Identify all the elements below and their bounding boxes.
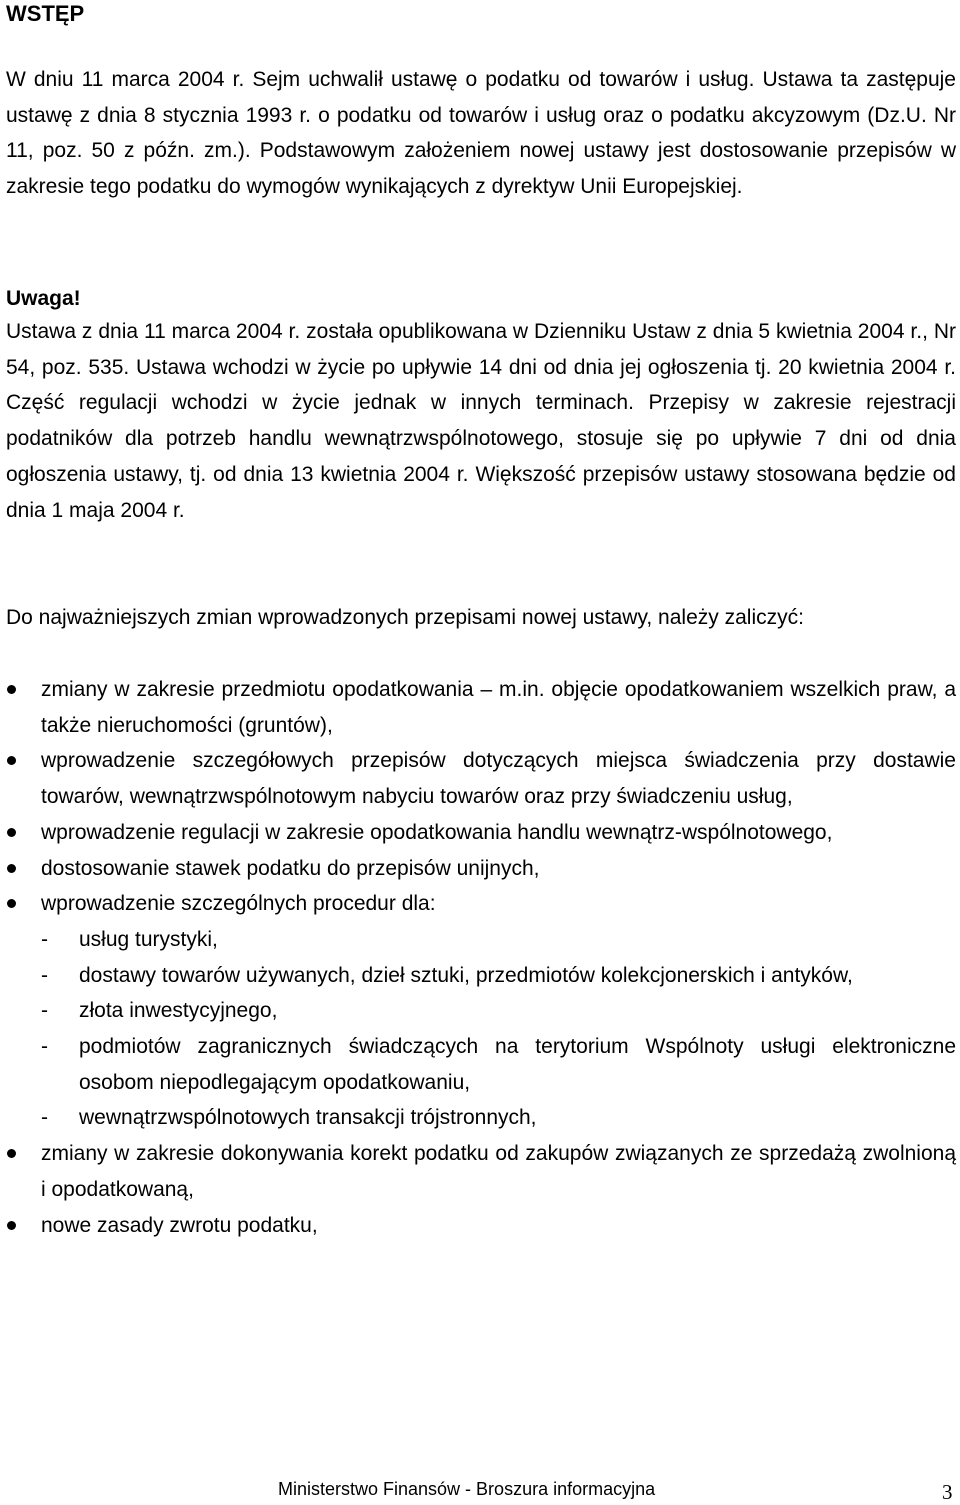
- page-number: 3: [942, 1480, 953, 1504]
- dash-marker: -: [41, 927, 48, 951]
- note-title: Uwaga!: [6, 287, 81, 310]
- list-item: [6, 815, 956, 851]
- sublist-item-text: wewnątrzwspólnotowych transakcji trójstronnych,: [79, 1106, 537, 1130]
- list-item-text: zmiany w zakresie dokonywania korekt podatku od zakupów związanych ze sprzedażą zwolnioną i opodatkowaną,: [41, 1142, 956, 1201]
- sublist-item: [41, 993, 956, 1029]
- changes-intro-paragraph: Do najważniejszych zmian wprowadzonych przepisami nowej ustawy, należy zaliczyć:: [6, 606, 804, 629]
- sublist-item-text: usług turystyki,: [79, 927, 218, 951]
- dash-marker: -: [41, 1035, 48, 1059]
- list-item: [6, 1136, 956, 1207]
- intro-paragraph: W dniu 11 marca 2004 r. Sejm uchwalił ustawę o podatku od towarów i usług. Ustawa ta zastępuje ustawę z dnia 8 stycznia 1993 r. o podatku od towarów i usług oraz o podatku akcyzowym (Dz.U. Nr 11, poz. 50 z późn. zm.). Podstawowym założeniem nowej ustawy jest dostosowanie przepisów w zakresie tego podatku do wymogów wynikających z dyrektyw Unii Europejskiej.: [6, 68, 956, 199]
- sublist-item-text: złota inwestycyjnego,: [79, 999, 278, 1023]
- section-heading: WSTĘP: [6, 1, 85, 26]
- procedures-sublist: [41, 922, 956, 1136]
- list-item-text: wprowadzenie szczegółowych przepisów dotyczących miejsca świadczenia przy dostawie towarów, wewnątrzwspólnotowym nabyciu towarów oraz przy świadczeniu usług,: [41, 749, 956, 809]
- sublist-item: [41, 922, 956, 958]
- note-paragraph: Ustawa z dnia 11 marca 2004 r. została opublikowana w Dzienniku Ustaw z dnia 5 kwietnia 2004 r., Nr 54, poz. 535. Ustawa wchodzi w życie po upływie 14 dni od dnia jej ogłoszenia tj. 20 kwietnia 2004 r. Część regulacji wchodzi w życie jednak w innych terminach. Przepisy w zakresie rejestracji podatników dla potrzeb handlu wewnątrzwspólnotowego, stosuje się po upływie 7 dni od dnia ogłoszenia ustawy, tj. od dnia 13 kwietnia 2004 r. Większość przepisów ustawy stosowana będzie od dnia 1 maja 2004 r.: [6, 320, 956, 522]
- changes-list: [6, 672, 956, 1243]
- sublist-item-text: dostawy towarów używanych, dzieł sztuki, przedmiotów kolekcjonerskich i antyków,: [79, 963, 853, 987]
- sublist-item: [41, 958, 956, 994]
- list-item: [6, 851, 956, 887]
- list-item-text: wprowadzenie szczególnych procedur dla:: [41, 892, 436, 916]
- list-item-text: zmiany w zakresie przedmiotu opodatkowania – m.in. objęcie opodatkowaniem wszelkich praw, a także nieruchomości (gruntów),: [41, 678, 956, 737]
- sublist-item: [41, 1029, 956, 1100]
- sublist-item-text: podmiotów zagranicznych świadczących na terytorium Wspólnoty usługi elektroniczne osobom niepodlegającym opodatkowaniu,: [79, 1035, 956, 1094]
- list-item: [6, 672, 956, 743]
- list-item: [6, 743, 956, 814]
- list-item-text: nowe zasady zwrotu podatku,: [41, 1213, 318, 1237]
- list-item-text: wprowadzenie regulacji w zakresie opodatkowania handlu wewnątrz-wspólnotowego,: [41, 820, 833, 844]
- list-item-text: dostosowanie stawek podatku do przepisów unijnych,: [41, 856, 540, 880]
- dash-marker: -: [41, 963, 48, 987]
- dash-marker: -: [41, 1106, 48, 1130]
- list-item: [6, 1208, 956, 1244]
- dash-marker: -: [41, 999, 48, 1023]
- list-item: [6, 886, 956, 1136]
- sublist-item: [41, 1100, 956, 1136]
- page-footer: Ministerstwo Finansów - Broszura informacyjna: [278, 1479, 656, 1499]
